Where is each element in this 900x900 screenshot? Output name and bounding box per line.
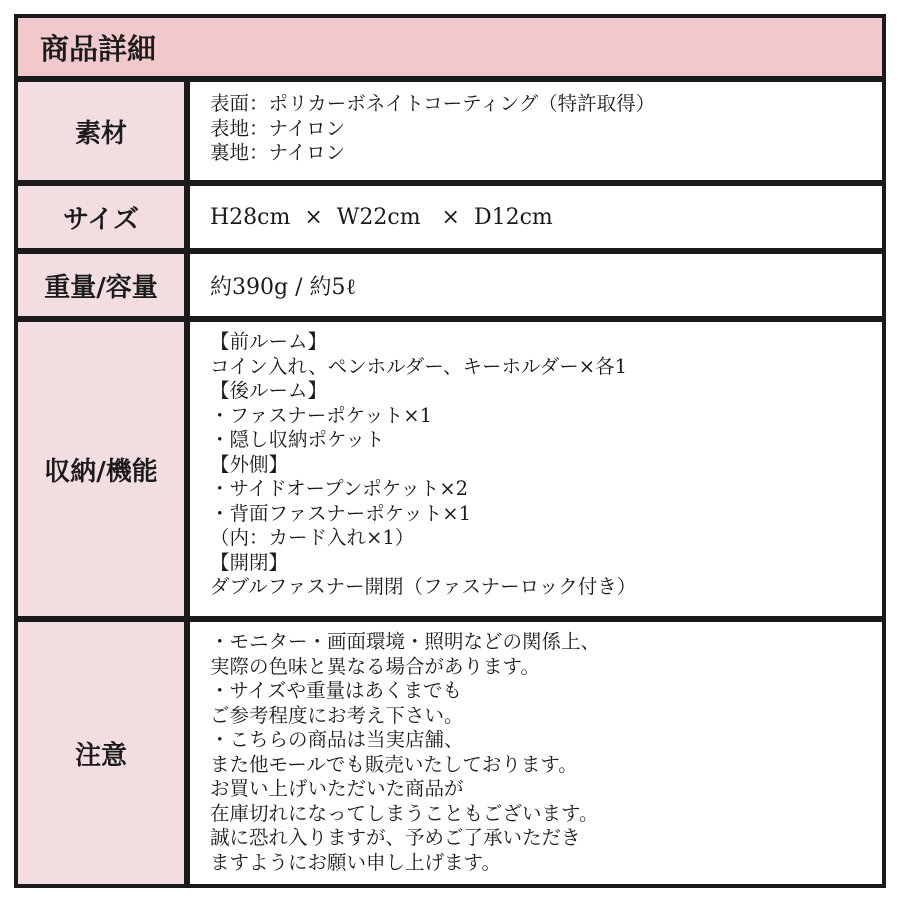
row-weight-capacity	[18, 254, 882, 316]
product-details-table	[14, 14, 886, 888]
row-label: サイズ	[18, 186, 184, 248]
text-line: ・サイドオープンポケット×2	[210, 477, 469, 500]
notes-value	[190, 622, 882, 884]
row-label: 重量/容量	[18, 254, 184, 316]
weight-text: 約390g / 約5ℓ	[210, 274, 357, 300]
row-storage-features	[18, 322, 882, 616]
text-line: 誠に恐れ入りますが、予めご了承いただき	[210, 826, 581, 849]
weight-value	[190, 254, 882, 316]
text-line: ・ファスナーポケット×1	[210, 403, 432, 427]
text-line: ますようにお願い申し上げます。	[210, 850, 501, 874]
text-line: 実際の色味と異なる場合があります。	[210, 654, 540, 678]
text-line: また他モールでも販売いたしております。	[210, 752, 578, 776]
text-line: 表面：ポリカーボネイトコーティング（特許取得）	[210, 92, 656, 115]
row-label: 素材	[18, 82, 184, 180]
text-line: ・背面ファスナーポケット×1	[210, 501, 471, 525]
text-line: 在庫切れになってしまうこともございます。	[210, 801, 599, 825]
text-line: ・こちらの商品は当実店舗、	[210, 728, 464, 751]
material-value	[190, 82, 882, 180]
text-line: ・サイズや重量はあくまでも	[210, 679, 462, 702]
size-text: H28cm × W22cm × D12cm	[210, 204, 553, 230]
storage-value	[190, 322, 882, 616]
text-line: 【前ルーム】	[210, 330, 328, 353]
row-label: 注意	[18, 622, 184, 884]
text-line: 【後ルーム】	[210, 379, 328, 402]
text-line: お買い上げいただいた商品が	[210, 777, 464, 800]
row-size	[18, 186, 882, 248]
text-line: コイン入れ、ペンホルダー、キーホルダー×各1	[210, 354, 627, 378]
text-line: ・モニター・画面環境・照明などの関係上、	[210, 630, 601, 653]
section-title: 商品詳細	[18, 18, 882, 76]
text-line: ・隠し収納ポケット	[210, 428, 385, 451]
text-line: 【外側】	[210, 452, 289, 476]
row-label: 収納/機能	[18, 322, 184, 616]
text-line: ダブルファスナー開閉（ファスナーロック付き）	[210, 575, 637, 598]
text-line: 裏地：ナイロン	[210, 141, 346, 164]
row-notes	[18, 622, 882, 884]
row-material	[18, 82, 882, 180]
text-line: ご参考程度にお考え下さい。	[210, 703, 464, 727]
text-line: 【開閉】	[210, 550, 289, 574]
text-line: 表地：ナイロン	[210, 116, 346, 140]
size-value	[190, 186, 882, 248]
text-line: （内：カード入れ×1）	[210, 526, 415, 549]
